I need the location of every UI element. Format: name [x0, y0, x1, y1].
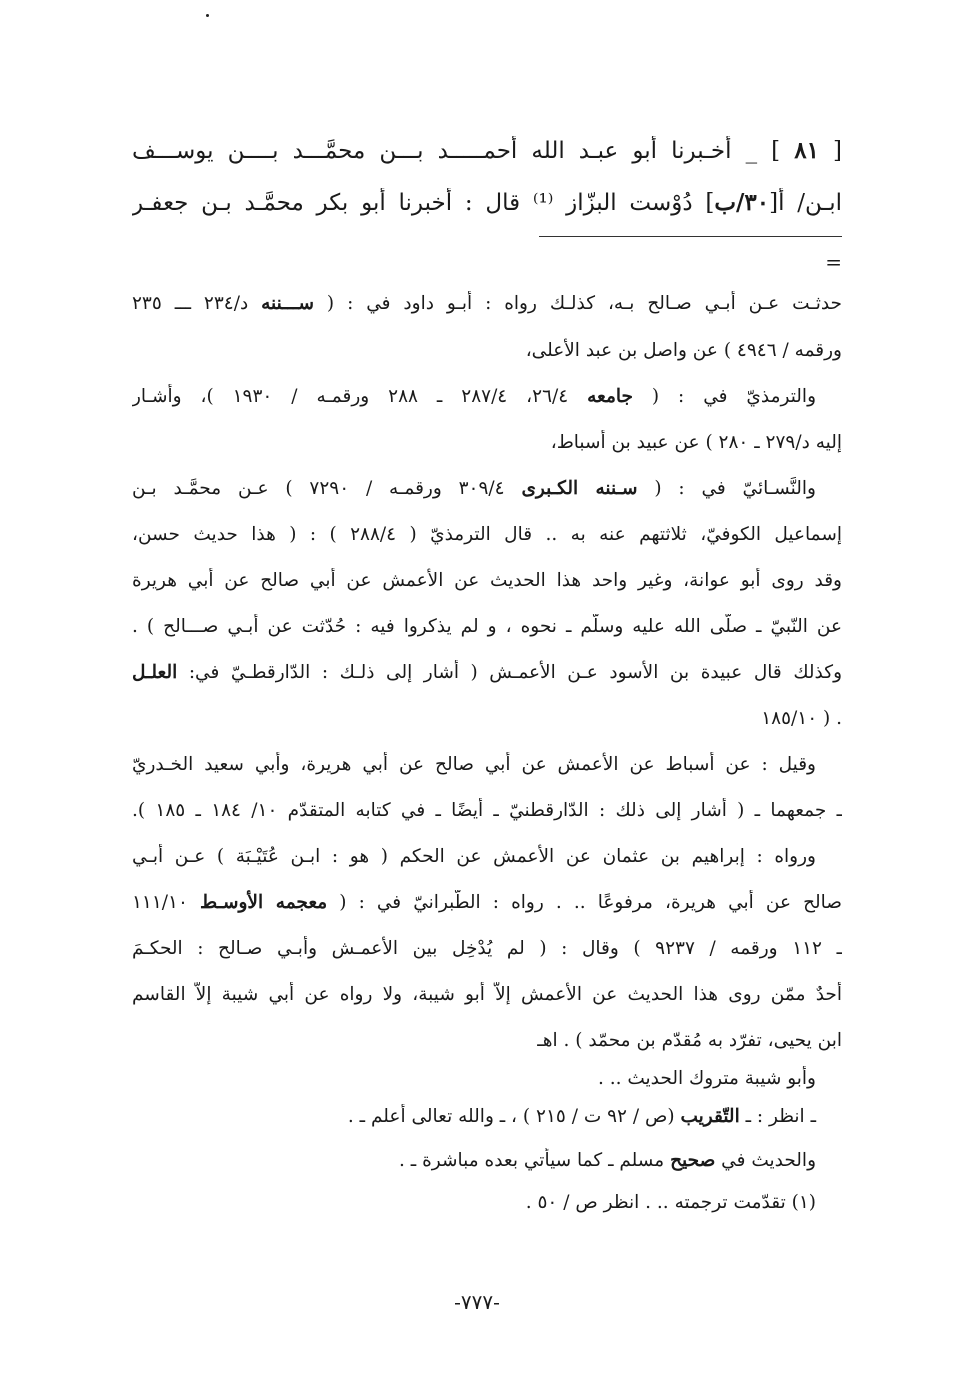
- footnote-line-1: حدثـت عـن أبـي صـالح بـه، كذلـك رواه : أبـو داود في : ( ســـننه د/٢٣٤ ـــ ٢٣٥: [132, 293, 842, 314]
- footnote-line-21: (١) تقدّمت ترجمته .. . انظر ص / ٥٠ .: [525, 1192, 816, 1213]
- footnote-line-13: ورواه : إبراهيم بن عثمان عن الأعمش عن الحكم ( هو : ابـن عُتَيْـبَة ) عـن أبـي: [132, 846, 816, 867]
- footnote-line-15: ـ ١١٢ ورقمه / ٩٢٣٧ ) وقال : ( لم يُدْخِل بين الأعمـش وأبـي صـالح : الحكـمَ: [132, 938, 842, 959]
- footnote-separator: [539, 236, 842, 237]
- folio-marker: ٣٠/ب: [714, 189, 770, 216]
- footnote-line-10: . ( ١٨٥/١٠: [761, 708, 842, 729]
- footnote-line-8: عن النّبيّ ـ صلّى الله عليه وسلّم ـ نحوه ، و لم يذكروا فيه : حُدّثت عن أبـي صـــالح ) .: [132, 616, 842, 637]
- footnote-line-4: إليه د/٢٧٩ ـ ٢٨٠ ) عن عبيد بن أسباط،: [550, 432, 842, 453]
- footnote-line-3: والترمذيّ في : ( جامعه ٢٦/٤، ٢٨٧/٤ ـ ٢٨٨ ورقمـه / ١٩٣٠ )، وأشـار: [132, 386, 817, 407]
- page-number: -٧٧٧-: [454, 1290, 500, 1314]
- footnote-line-2: ورقمه / ٤٩٤٦ ) عن واصل بن عبد الأعلى،: [525, 340, 842, 361]
- footnote-line-9: وكذلك قال عبيدة بن الأسود عـن الأعمـش ( أشار إلى ذلـك : الدّارقطـيّ في: العلـل: [132, 662, 842, 683]
- footnote-line-7: وقد روى أبو عوانة، وغير واحد هذا الحديث عن الأعمش عن أبي صالح عن أبي هريرة: [132, 570, 842, 591]
- footnote-line-17: ابن يحيى، تفرّد به مُقدّم بن محمّد ) . اهـ: [537, 1030, 842, 1051]
- main-text-line-1: [ ٨١ ] _ أخـبرنا أبو عبـد الله أحمـــــد بـــن محمَّـــد بــــن يوســـف: [132, 137, 842, 164]
- footnote-line-14: صالح عن أبي هريرة، مرفوعًا .. . رواه : الطّبرانيّ في : ( معجمه الأوسـط ١١١/١٠: [132, 892, 842, 913]
- continuation-mark: =: [825, 250, 842, 274]
- footnote-line-6: إسماعيل الكوفيّ، ثلاثتهم عنه به .. قال الترمذيّ ( ٢٨٨/٤ ) : ( هذا حديث حسن،: [132, 524, 842, 545]
- scan-speck: [206, 14, 209, 17]
- footnote-line-19: ـ انظر : ـ التّقريب (ص / ٩٢ ت / ٢١٥ ) ، ـ والله تعالى أعلم ـ .: [347, 1106, 816, 1127]
- footnote-line-18: وأبو شيبة متروك الحديث .. .: [597, 1068, 816, 1089]
- hadith-number: ٨١: [794, 137, 819, 164]
- main-text-line-2: ابـن/ أ[٣٠/ب] دُوْست البزّاز ⁽¹⁾ قال : أخبرنا أبو بكر محمَّـد بـن جعفـر: [132, 189, 842, 216]
- footnote-line-11: وقيل : عن أسباط عن الأعمش عن أبي صالح عن أبي هريرة، وأبي سعيد الخـدريّ: [132, 754, 816, 775]
- footnote-line-20: والحديث في صحيح مسلم ـ كما سيأتي بعده مباشرة ـ .: [399, 1150, 816, 1171]
- footnote-line-5: والنَّسـائيّ في : ( سـننه الكـبرى ٣٠٩/٤ ورقمـه / ٧٢٩٠ ) عـن محمَّـد بـن: [132, 478, 816, 499]
- footnote-line-16: أحدٌ ممّن روى هذا الحديث عن الأعمش إلاّ أبو شيبة، ولا رواه عن أبي شيبة إلاّ القاسم: [132, 984, 842, 1005]
- footnote-line-12: ـ جمعهما ـ ( أشار إلى ذلك : الدّارقطنيّ ـ أيضًا ـ في كتابه المتقدّم ١٠/ ١٨٤ ـ ١٨٥ ).: [132, 800, 842, 821]
